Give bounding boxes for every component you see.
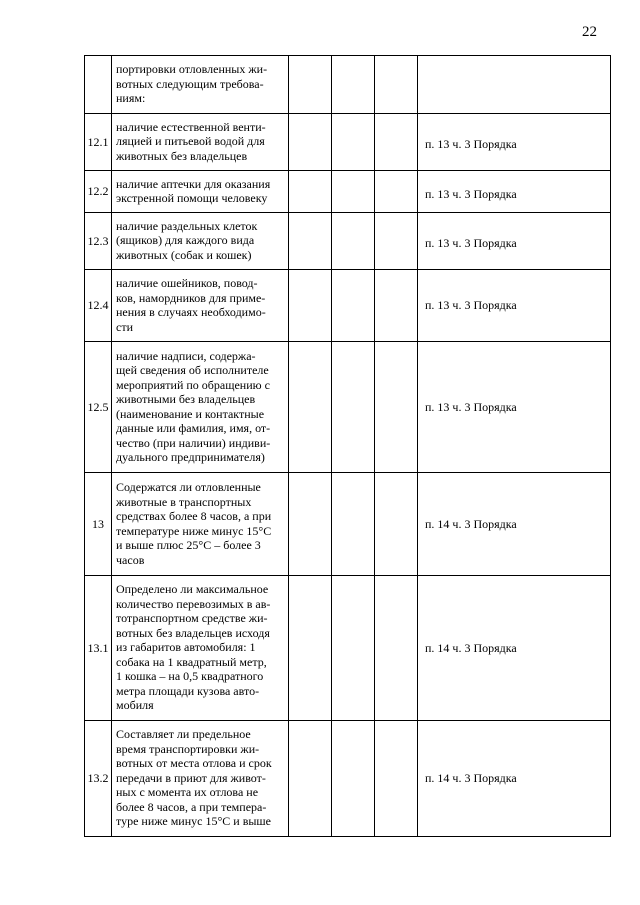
row-number: 12.2 [85,171,112,213]
table-row [85,56,611,114]
answer-cell-no [332,56,375,114]
question-cell [112,721,289,837]
answer-cell-na [375,576,418,721]
row-number: 12.3 [85,213,112,270]
answer-cell-yes [289,213,332,270]
answer-cell-yes [289,171,332,213]
question-text: портировки отловленных жи- вотных следующим требова- ниям: [116,62,268,106]
table-row [85,270,611,342]
question-cell [112,56,289,114]
question-text: наличие естественной венти- ляцией и питьевой водой для животных без владельцев [116,119,266,163]
table-row [85,114,611,171]
table-row [85,342,611,473]
table-row [85,721,611,837]
answer-cell-yes [289,473,332,576]
question-cell [112,171,289,213]
answer-cell-no [332,213,375,270]
answer-cell-yes [289,721,332,837]
answer-cell-yes [289,56,332,114]
question-cell [112,342,289,473]
reference-cell: п. 13 ч. 3 Порядка [418,213,611,270]
row-number: 12.5 [85,342,112,473]
question-cell [112,114,289,171]
table-row [85,213,611,270]
table-row [85,171,611,213]
row-number: 13.2 [85,721,112,837]
question-cell [112,473,289,576]
reference-cell [418,56,611,114]
table-row [85,576,611,721]
page-number: 22 [582,24,597,40]
question-text: наличие ошейников, повод- ков, намордников для приме- нения в случаях необходимо- сти [116,276,266,334]
question-text: наличие аптечки для оказания экстренной помощи человеку [116,176,271,205]
answer-cell-na [375,473,418,576]
answer-cell-no [332,576,375,721]
answer-cell-na [375,114,418,171]
answer-cell-na [375,213,418,270]
answer-cell-na [375,342,418,473]
row-number: 13 [85,473,112,576]
answer-cell-no [332,342,375,473]
question-text: наличие раздельных клеток (ящиков) для каждого вида животных (собак и кошек) [116,218,258,262]
answer-cell-no [332,473,375,576]
question-cell [112,270,289,342]
answer-cell-no [332,270,375,342]
answer-cell-yes [289,114,332,171]
reference-cell: п. 14 ч. 3 Порядка [418,721,611,837]
answer-cell-no [332,171,375,213]
row-number: 13.1 [85,576,112,721]
table-row [85,473,611,576]
reference-cell: п. 13 ч. 3 Порядка [418,171,611,213]
reference-cell: п. 13 ч. 3 Порядка [418,342,611,473]
reference-cell: п. 13 ч. 3 Порядка [418,270,611,342]
question-text: Определено ли максимальное количество перевозимых в ав- тотранспортном средстве жи- вотных без владельцев исходя из габаритов автомобиля: 1 собака на 1 квадратный метр, 1 кошка – на 0,5 квадратного метра площади кузова авто- мобиля [116,582,271,713]
row-number [85,56,112,114]
answer-cell-yes [289,342,332,473]
row-number: 12.4 [85,270,112,342]
row-number: 12.1 [85,114,112,171]
reference-cell: п. 14 ч. 3 Порядка [418,473,611,576]
answer-cell-yes [289,576,332,721]
checklist-table [84,55,611,837]
question-text: Содержатся ли отловленные животные в транспортных средствах более 8 часов, а при температуре ниже минус 15°С и выше плюс 25°С – более 3 часов [116,480,272,567]
question-text: наличие надписи, содержа- щей сведения об исполнителе мероприятий по обращению с животными без владельцев (наименование и контактные данные или фамилия, имя, от- чество (при наличии) индиви- дуального предпринимателя) [116,348,271,464]
question-cell [112,576,289,721]
answer-cell-na [375,270,418,342]
reference-cell: п. 13 ч. 3 Порядка [418,114,611,171]
answer-cell-no [332,721,375,837]
answer-cell-na [375,171,418,213]
answer-cell-na [375,721,418,837]
reference-cell: п. 14 ч. 3 Порядка [418,576,611,721]
answer-cell-no [332,114,375,171]
answer-cell-na [375,56,418,114]
question-cell [112,213,289,270]
answer-cell-yes [289,270,332,342]
question-text: Составляет ли предельное время транспортировки жи- вотных от места отлова и срок передачи в приют для живот- ных с момента их отлова не более 8 часов, а при темпера- туре ниже минус 15°С и выше [116,727,272,829]
